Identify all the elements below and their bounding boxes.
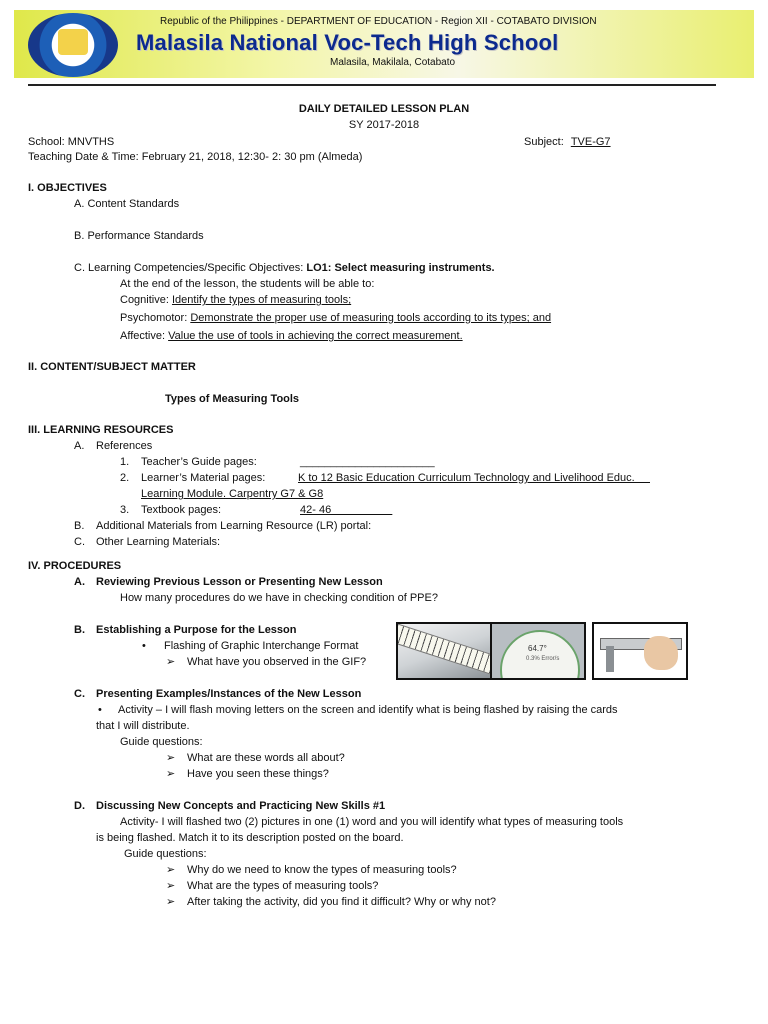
- proc-d-question-2: What are the types of measuring tools?: [187, 880, 379, 892]
- school-address: Malasila, Makilala, Cotabato: [330, 57, 456, 68]
- content-heading: II. CONTENT/SUBJECT MATTER: [28, 361, 196, 373]
- proc-d-activity: Activity- I will flashed two (2) pictures in one (1) word and you will identify what types of measuring tools: [120, 816, 624, 828]
- school-seal-logo: [28, 13, 118, 77]
- content-topic: Types of Measuring Tools: [165, 393, 300, 405]
- proc-c-question-2: Have you seen these things?: [187, 768, 329, 780]
- resources-b-num: B.: [74, 520, 85, 532]
- proc-b-num: B.: [74, 624, 85, 636]
- seal-emblem: [58, 29, 88, 55]
- learners-material-value: K to 12 Basic Education Curriculum Technology and Livelihood Educ.: [298, 472, 650, 484]
- proc-d-question-3: After taking the activity, did you find it difficult? Why or why not?: [187, 896, 496, 908]
- proc-a-label: Reviewing Previous Lesson or Presenting New Lesson: [96, 576, 383, 588]
- teachers-guide-label: Teacher’s Guide pages:: [141, 456, 257, 468]
- affective-label: Affective:: [120, 330, 169, 342]
- ruler-shape: [396, 623, 492, 676]
- seal-year: 1995: [62, 57, 78, 64]
- school-year: SY 2017-2018: [348, 119, 420, 131]
- arrow-icon: ➢: [166, 768, 176, 780]
- caliper-image: [592, 622, 688, 680]
- affective-objective: [120, 329, 463, 343]
- textbook-value: 42- 46: [300, 504, 393, 516]
- textbook-label: Textbook pages:: [141, 504, 222, 516]
- affective-value: Value the use of tools in achieving the correct measurement.: [168, 330, 463, 342]
- bullet-icon: •: [142, 640, 146, 652]
- bullet-icon: •: [98, 704, 102, 716]
- school-name: Malasila National Voc-Tech High School: [136, 30, 559, 55]
- learners-material-label: Learner’s Material pages:: [141, 472, 266, 484]
- learners-material-cont: Learning Module. Carpentry G7 & G8: [141, 488, 324, 500]
- subject-value: TVE-G7: [570, 136, 611, 148]
- references-label: References: [96, 440, 153, 452]
- ruler-image: [396, 622, 492, 680]
- lr-portal-label: Additional Materials from Learning Resource (LR) portal:: [96, 520, 372, 532]
- proc-b-bullet: Flashing of Graphic Interchange Format: [164, 640, 359, 652]
- resources-heading: III. LEARNING RESOURCES: [28, 424, 174, 436]
- proc-b-label: Establishing a Purpose for the Lesson: [96, 624, 297, 636]
- psychomotor-objective: [120, 311, 551, 325]
- proc-a-question: How many procedures do we have in checking condition of PPE?: [120, 592, 438, 604]
- arrow-icon: ➢: [166, 752, 176, 764]
- proc-c-num: C.: [74, 688, 85, 700]
- proc-a-num: A.: [74, 576, 85, 588]
- procedures-heading: IV. PROCEDURES: [28, 560, 122, 572]
- cognitive-objective: [120, 293, 351, 307]
- proc-c-activity: Activity – I will flash moving letters on the screen and identify what is being flashed by raising the cards: [118, 704, 618, 716]
- proc-c-question-1: What are these words all about?: [187, 752, 345, 764]
- proc-c-guide: Guide questions:: [120, 736, 203, 748]
- psychomotor-value: Demonstrate the proper use of measuring tools according to its types; and: [190, 312, 552, 324]
- proc-c-label: Presenting Examples/Instances of the New Lesson: [96, 688, 362, 700]
- cognitive-label: Cognitive:: [120, 294, 172, 306]
- arrow-icon: ➢: [166, 880, 176, 892]
- performance-standards: B. Performance Standards: [74, 230, 204, 242]
- cognitive-value: Identify the types of measuring tools;: [171, 294, 352, 306]
- resources-a-num: A.: [74, 440, 85, 452]
- proc-d-guide: Guide questions:: [124, 848, 207, 860]
- ref-2-num: 2.: [120, 472, 130, 484]
- objectives-heading: I. OBJECTIVES: [28, 182, 107, 194]
- header-divider: [28, 84, 716, 86]
- other-materials-label: Other Learning Materials:: [96, 536, 221, 548]
- arrow-icon: ➢: [166, 896, 176, 908]
- arrow-icon: ➢: [166, 864, 176, 876]
- proc-b-question: What have you observed in the GIF?: [187, 656, 367, 668]
- competencies-label: C. Learning Competencies/Specific Objectives:: [74, 262, 307, 274]
- document-title: DAILY DETAILED LESSON PLAN: [298, 103, 470, 115]
- proc-c-activity-cont: that I will distribute.: [96, 720, 190, 732]
- protractor-shape: [500, 630, 580, 680]
- hand-shape: [644, 636, 678, 670]
- arrow-icon: ➢: [166, 656, 176, 668]
- subject-field: [524, 135, 611, 149]
- proc-d-question-1: Why do we need to know the types of measuring tools?: [187, 864, 457, 876]
- proc-d-label: Discussing New Concepts and Practicing New Skills #1: [96, 800, 386, 812]
- school-field: School: MNVTHS: [28, 136, 115, 148]
- teachers-guide-value: ______________________: [300, 456, 435, 468]
- objectives-intro: At the end of the lesson, the students will be able to:: [120, 278, 375, 290]
- protractor-label: 0.3% Error/s: [526, 656, 560, 662]
- psychomotor-label: Psychomotor:: [120, 312, 191, 324]
- proc-d-num: D.: [74, 800, 85, 812]
- subject-label: Subject:: [524, 136, 564, 148]
- protractor-reading: 64.7°: [528, 644, 547, 653]
- ref-1-num: 1.: [120, 456, 130, 468]
- caliper-jaw: [606, 646, 614, 672]
- learning-competencies: [74, 261, 495, 275]
- teaching-date: Teaching Date & Time: February 21, 2018, 12:30- 2: 30 pm (Almeda): [28, 151, 363, 163]
- header-deped-line: Republic of the Philippines - DEPARTMENT OF EDUCATION - Region XII - COTABATO DIVISION: [160, 16, 597, 27]
- resources-c-num: C.: [74, 536, 85, 548]
- ref-3-num: 3.: [120, 504, 130, 516]
- content-standards: A. Content Standards: [74, 198, 180, 210]
- proc-d-activity-cont: is being flashed. Match it to its description posted on the board.: [96, 832, 404, 844]
- protractor-image: [490, 622, 586, 680]
- competencies-value: LO1: Select measuring instruments.: [306, 262, 495, 274]
